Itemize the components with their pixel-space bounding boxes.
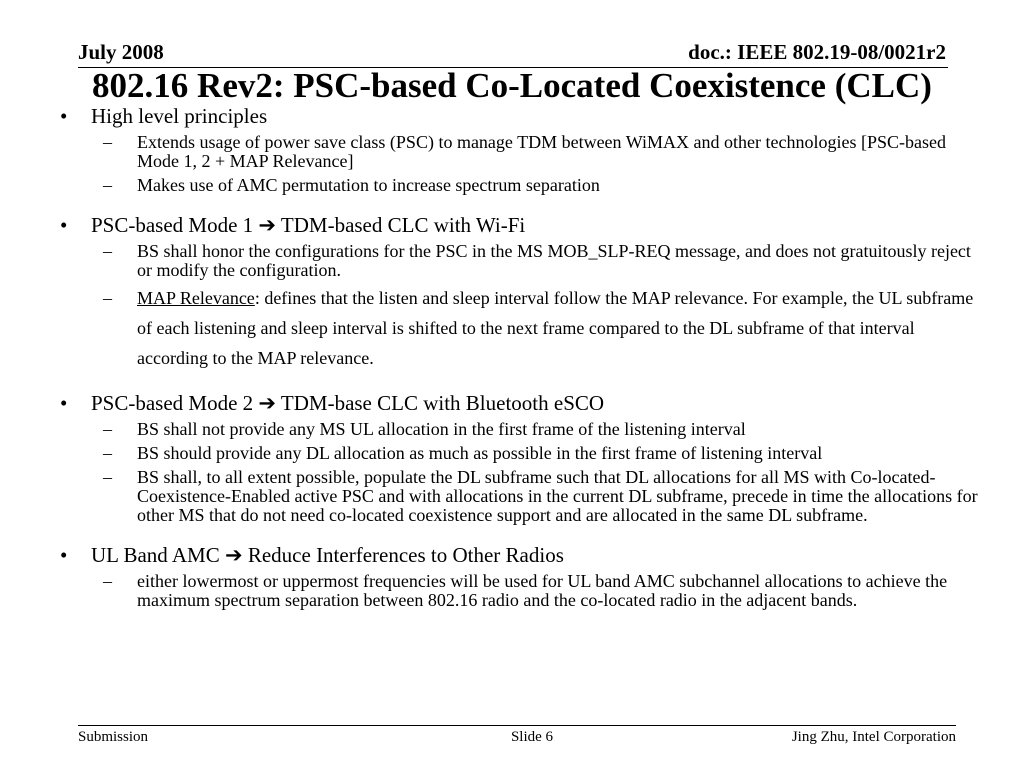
sub-bullet-map-relevance xyxy=(55,283,985,373)
slide-title: 802.16 Rev2: PSC-based Co-Located Coexistence (CLC) xyxy=(92,66,932,105)
dash-marker: – xyxy=(103,175,112,195)
bullet-marker: • xyxy=(60,543,68,567)
bullet-psc-mode-1 xyxy=(55,213,985,237)
dash-marker: – xyxy=(103,443,112,463)
sub-bullet xyxy=(55,468,985,525)
dash-marker: – xyxy=(103,288,112,308)
dash-marker: – xyxy=(103,571,112,591)
sub-bullet-text: BS shall not provide any MS UL allocation in the first frame of the listening interval xyxy=(137,419,746,439)
sub-bullet xyxy=(55,444,985,463)
dash-marker: – xyxy=(103,467,112,487)
bullet-psc-mode-2 xyxy=(55,391,985,415)
footer-submission: Submission xyxy=(78,729,149,745)
bullet-tail: TDM-base CLC with Bluetooth eSCO xyxy=(280,391,605,415)
bullet-marker: • xyxy=(60,104,68,128)
bullet-ul-band-amc xyxy=(55,543,985,567)
sub-bullet xyxy=(55,176,985,195)
footer-slide-number: Slide 6 xyxy=(510,729,554,745)
footer-divider xyxy=(78,725,956,726)
bullet-tail: Reduce Interferences to Other Radios xyxy=(247,543,564,567)
bullet-text: High level principles xyxy=(91,104,268,128)
bullet-marker: • xyxy=(60,391,68,415)
bullet-lead: UL Band AMC xyxy=(91,543,220,567)
sub-bullet xyxy=(55,420,985,439)
map-relevance-definition: : defines that the listen and sleep interval follow the MAP relevance. For example, the UL subframe of each listening and sleep interval is shifted to the next frame compared to the DL subframe of that interval according to the MAP relevance. xyxy=(137,288,974,368)
bullet-tail: TDM-based CLC with Wi-Fi xyxy=(280,213,526,237)
arrow-icon: ➔ xyxy=(224,543,243,567)
dash-marker: – xyxy=(103,241,112,261)
bullet-lead: PSC-based Mode 2 xyxy=(91,391,254,415)
sub-bullet-text: BS shall, to all extent possible, populate the DL subframe such that DL allocations for all MS with Co-located-Coexistence-Enabled active PSC and with allocations in the current DL subframe, precede in time the allocations for other MS that do not need co-located coexistence support and are allocated in the same DL subframe. xyxy=(137,467,978,525)
sub-bullet xyxy=(55,133,985,171)
arrow-icon: ➔ xyxy=(258,391,277,415)
dash-marker: – xyxy=(103,419,112,439)
bullet-high-level-principles xyxy=(55,104,985,128)
bullet-lead: PSC-based Mode 1 xyxy=(91,213,254,237)
header-date: July 2008 xyxy=(78,40,164,64)
arrow-icon: ➔ xyxy=(258,213,277,237)
footer-author: Jing Zhu, Intel Corporation xyxy=(791,729,956,745)
sub-bullet-text: BS shall honor the configurations for the PSC in the MS MOB_SLP-REQ message, and does not gratuitously reject or modify the configuration. xyxy=(137,241,971,280)
sub-bullet xyxy=(55,242,985,280)
sub-bullet-text: Makes use of AMC permutation to increase spectrum separation xyxy=(137,175,600,195)
sub-bullet xyxy=(55,572,985,610)
map-relevance-term: MAP Relevance xyxy=(137,288,255,308)
dash-marker: – xyxy=(103,132,112,152)
slide-body xyxy=(55,104,985,610)
sub-bullet-text: either lowermost or uppermost frequencies will be used for UL band AMC subchannel allocations to achieve the maximum spectrum separation between 802.16 radio and the co-located radio in the adjacent bands. xyxy=(137,571,948,610)
sub-bullet-text: Extends usage of power save class (PSC) to manage TDM between WiMAX and other technologies [PSC-based Mode 1, 2 + MAP Relevance] xyxy=(137,132,946,171)
bullet-marker: • xyxy=(60,213,68,237)
sub-bullet-text: BS should provide any DL allocation as much as possible in the first frame of listening interval xyxy=(137,443,823,463)
header-doc-id: doc.: IEEE 802.19-08/0021r2 xyxy=(688,40,946,64)
